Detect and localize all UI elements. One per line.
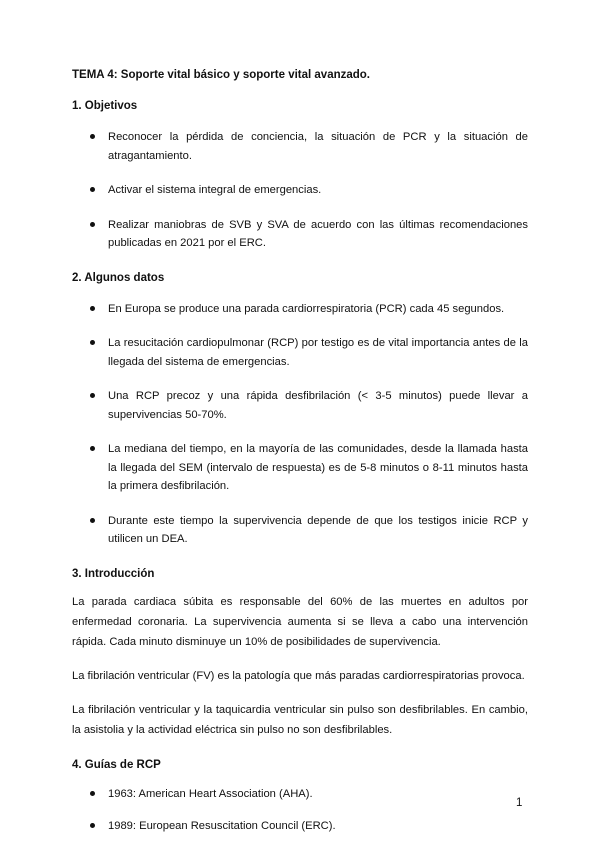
- list-item: Durante este tiempo la supervivencia depende de que los testigos inicie RCP y utilicen un DEA.: [72, 512, 528, 549]
- list-item: En Europa se produce una parada cardiorrespiratoria (PCR) cada 45 segundos.: [72, 300, 528, 319]
- list-item: Activar el sistema integral de emergencias.: [72, 181, 528, 200]
- document-title: TEMA 4: Soporte vital básico y soporte vital avanzado.: [72, 69, 371, 81]
- document-page: [72, 60, 528, 836]
- list-item: Realizar maniobras de SVB y SVA de acuerdo con las últimas recomendaciones publicadas en 2021 por el ERC.: [72, 216, 528, 253]
- guias-list: [72, 785, 528, 836]
- page-number: 1: [516, 797, 523, 809]
- intro-paragraph: La fibrilación ventricular y la taquicardia ventricular sin pulso son desfibrilables. En cambio, la asistolia y la actividad eléctrica sin pulso no son desfibrilables.: [72, 703, 528, 736]
- list-item: 1963: American Heart Association (AHA).: [72, 785, 528, 804]
- intro-paragraph: La parada cardiaca súbita es responsable del 60% de las muertes en adultos por enfermedad coronaria. La supervivencia aumenta si se lleva a cabo una intervención rápida. Cada minuto disminuye un 10% de posibilidades de supervivencia.: [72, 595, 528, 648]
- list-item: 1989: European Resuscitation Council (ERC).: [72, 817, 528, 836]
- datos-list: [72, 300, 528, 549]
- section-heading-datos: 2. Algunos datos: [72, 271, 165, 284]
- section-heading-introduccion: 3. Introducción: [72, 567, 155, 580]
- section-heading-objetivos: 1. Objetivos: [72, 100, 138, 112]
- list-item: La resucitación cardiopulmonar (RCP) por testigo es de vital importancia antes de la llegada del sistema de emergencias.: [72, 334, 528, 371]
- list-item: Reconocer la pérdida de conciencia, la situación de PCR y la situación de atragantamiento.: [72, 128, 528, 165]
- list-item: Una RCP precoz y una rápida desfibrilación (< 3-5 minutos) puede llevar a supervivencias 50-70%.: [72, 387, 528, 424]
- section-heading-guias: 4. Guías de RCP: [72, 758, 161, 771]
- intro-paragraph: La fibrilación ventricular (FV) es la patología que más paradas cardiorrespiratorias provoca.: [72, 669, 525, 682]
- list-item: La mediana del tiempo, en la mayoría de las comunidades, desde la llamada hasta la llegada del SEM (intervalo de respuesta) es de 5-8 minutos o 8-11 minutos hasta la primera desfibrilación.: [72, 440, 528, 496]
- objetivos-list: [72, 128, 528, 253]
